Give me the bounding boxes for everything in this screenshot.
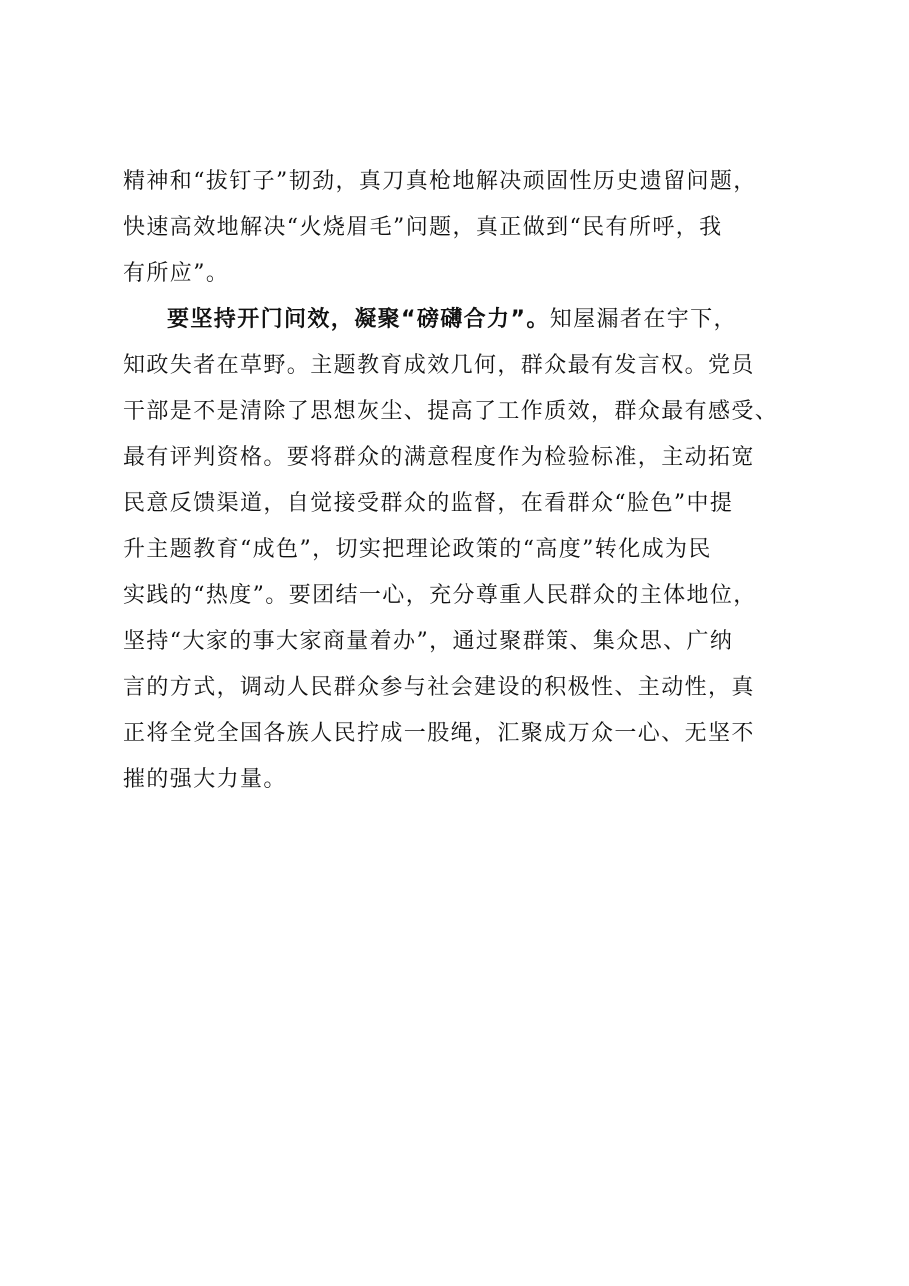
- paragraph-text: 知屋漏者在宇下，: [549, 307, 737, 332]
- paragraph-first-line: [167, 305, 737, 335]
- paragraph-line: 快速高效地解决“火烧眉毛”问题，真正做到“民有所呼，我: [123, 215, 723, 240]
- paragraph-line: 摧的强大力量。: [123, 767, 287, 792]
- paragraph-line: 干部是不是清除了思想灰尘、提高了工作质效，群众最有感受、: [123, 399, 779, 424]
- paragraph-heading: 要坚持开门问效，凝聚“磅礴合力”。: [167, 307, 550, 332]
- paragraph-line: 正将全党全国各族人民拧成一股绳，汇聚成万众一心、无坚不: [123, 721, 755, 746]
- paragraph-line: 升主题教育“成色”，切实把理论政策的“高度”转化成为民: [123, 537, 712, 562]
- paragraph-line: 坚持“大家的事大家商量着办”，通过聚群策、集众思、广纳: [123, 629, 734, 654]
- paragraph-line: 最有评判资格。要将群众的满意程度作为检验标准，主动拓宽: [123, 445, 755, 470]
- paragraph-line: 有所应”。: [123, 261, 230, 286]
- paragraph-line: 精神和“拔钉子”韧劲，真刀真枪地解决顽固性历史遗留问题，: [123, 169, 757, 194]
- paragraph-line: 言的方式，调动人民群众参与社会建设的积极性、主动性，真: [123, 675, 755, 700]
- paragraph-line: 民意反馈渠道，自觉接受群众的监督，在看群众“脸色”中提: [123, 491, 734, 516]
- paragraph-line: 实践的“热度”。要团结一心，充分尊重人民群众的主体地位，: [123, 583, 757, 608]
- paragraph-line: 知政失者在草野。主题教育成效几何，群众最有发言权。党员: [123, 353, 755, 378]
